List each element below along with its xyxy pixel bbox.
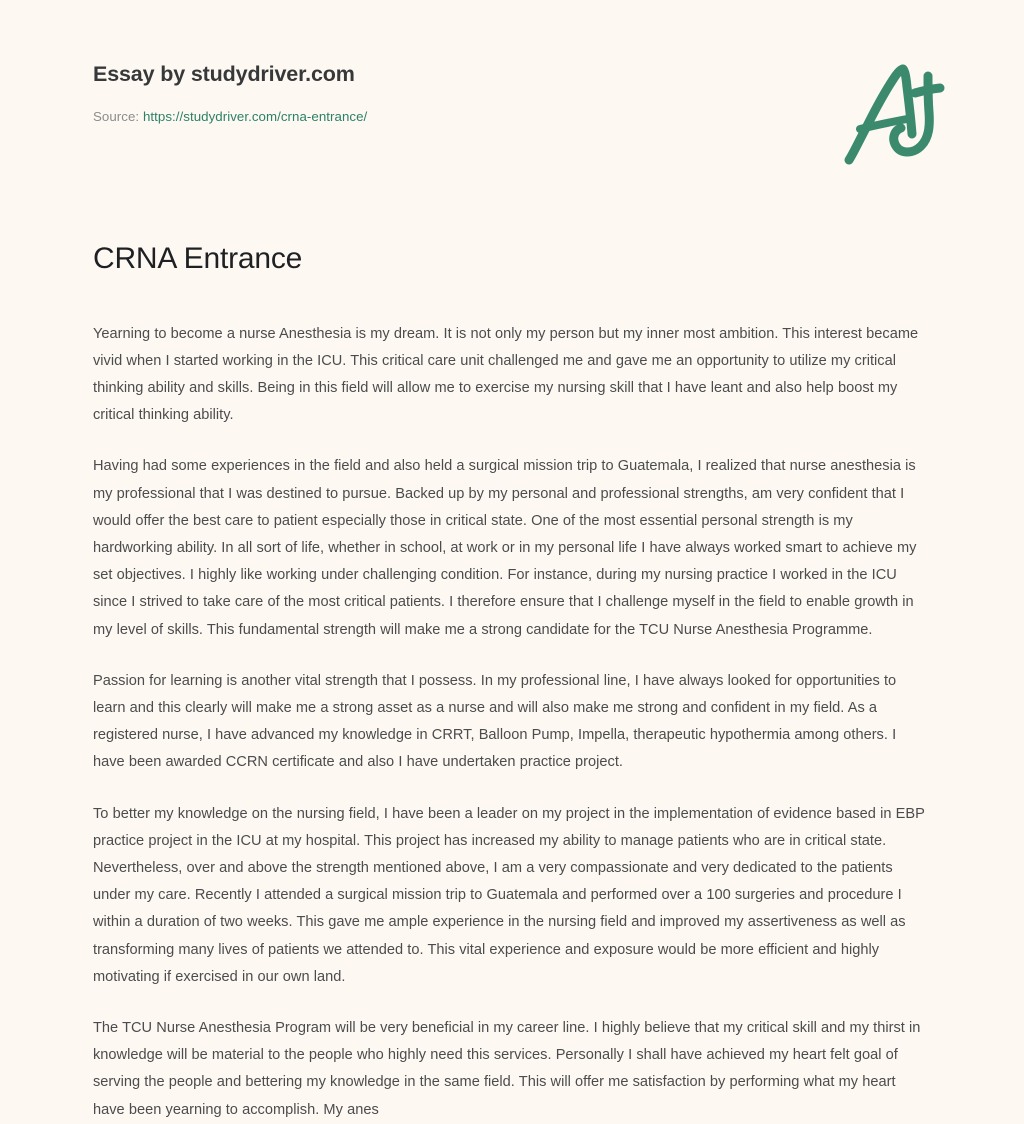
source-url-link[interactable]: https://studydriver.com/crna-entrance/ — [142, 108, 368, 124]
a-plus-logo[interactable] — [833, 58, 951, 168]
page-title: CRNA Entrance — [93, 242, 303, 275]
essay-paragraph: Having had some experiences in the field and also held a surgical mission trip to Guatemala, I realized that nurse anesthesia is my professional that I was destined to pursue. Backed up by my personal and professional strengths, am very confident that I would offer the best care to patient especially those in critical state. One of the most essential personal strength is my hardworking ability. In all sort of life, whether in school, at work or in my personal life I have always worked smart to achieve my set objectives. I highly like working under challenging condition. For instance, during my nursing practice I worked in the ICU since I strived to take care of the most critical patients. I therefore ensure that I challenge myself in the field to enable growth in my level of skills. This fundamental strength will make me a strong candidate for the TCU Nurse Anesthesia Programme. — [93, 458, 917, 638]
brand-title: Essay by studydriver.com — [93, 62, 355, 86]
essay-paragraph: Yearning to become a nurse Anesthesia is my dream. It is not only my person but my inner most ambition. This interest became vivid when I started working in the ICU. This critical care unit challenged me and gave me an opportunity to utilize my critical thinking ability and skills. Being in this field will allow me to exercise my nursing skill that I have leant and also help boost my critical thinking ability. — [93, 325, 919, 424]
essay-paragraph: Passion for learning is another vital strength that I possess. In my professional line, I have always looked for opportunities to learn and this clearly will make me a strong asset as a nurse and will also make me strong and confident in my field. As a registered nurse, I have advanced my knowledge in CRRT, Balloon Pump, Impella, therapeutic hypothermia among others. I have been awarded CCRN certificate and also I have undertaken practice project. — [93, 672, 897, 771]
essay-paragraph: The TCU Nurse Anesthesia Program will be very beneficial in my career line. I highly believe that my critical skill and my thirst in knowledge will be material to the people who highly need this services. Personally I shall have achieved my heart felt goal of serving the people and bettering my knowledge in the same field. This will offer me satisfaction by performing what my heart have been yearning to accomplish. My anes — [93, 1019, 921, 1118]
essay-paragraph: To better my knowledge on the nursing field, I have been a leader on my project in the implementation of evidence based in EBP practice project in the ICU at my hospital. This project has increased my ability to manage patients who are in critical state. Nevertheless, over and above the strength mentioned above, I am a very compassionate and very dedicated to the patients under my care. Recently I attended a surgical mission trip to Guatemala and performed over a 100 surgeries and procedure I within a duration of two weeks. This gave me ample experience in the nursing field and improved my assertiveness as well as transforming many lives of patients we attended to. This vital experience and exposure would be more efficient and highly motivating if exercised in our own land. — [93, 805, 925, 985]
essay-body — [0, 321, 1024, 1124]
source-line — [93, 108, 931, 125]
document-header — [0, 0, 1024, 186]
source-label: Source: — [93, 108, 140, 124]
